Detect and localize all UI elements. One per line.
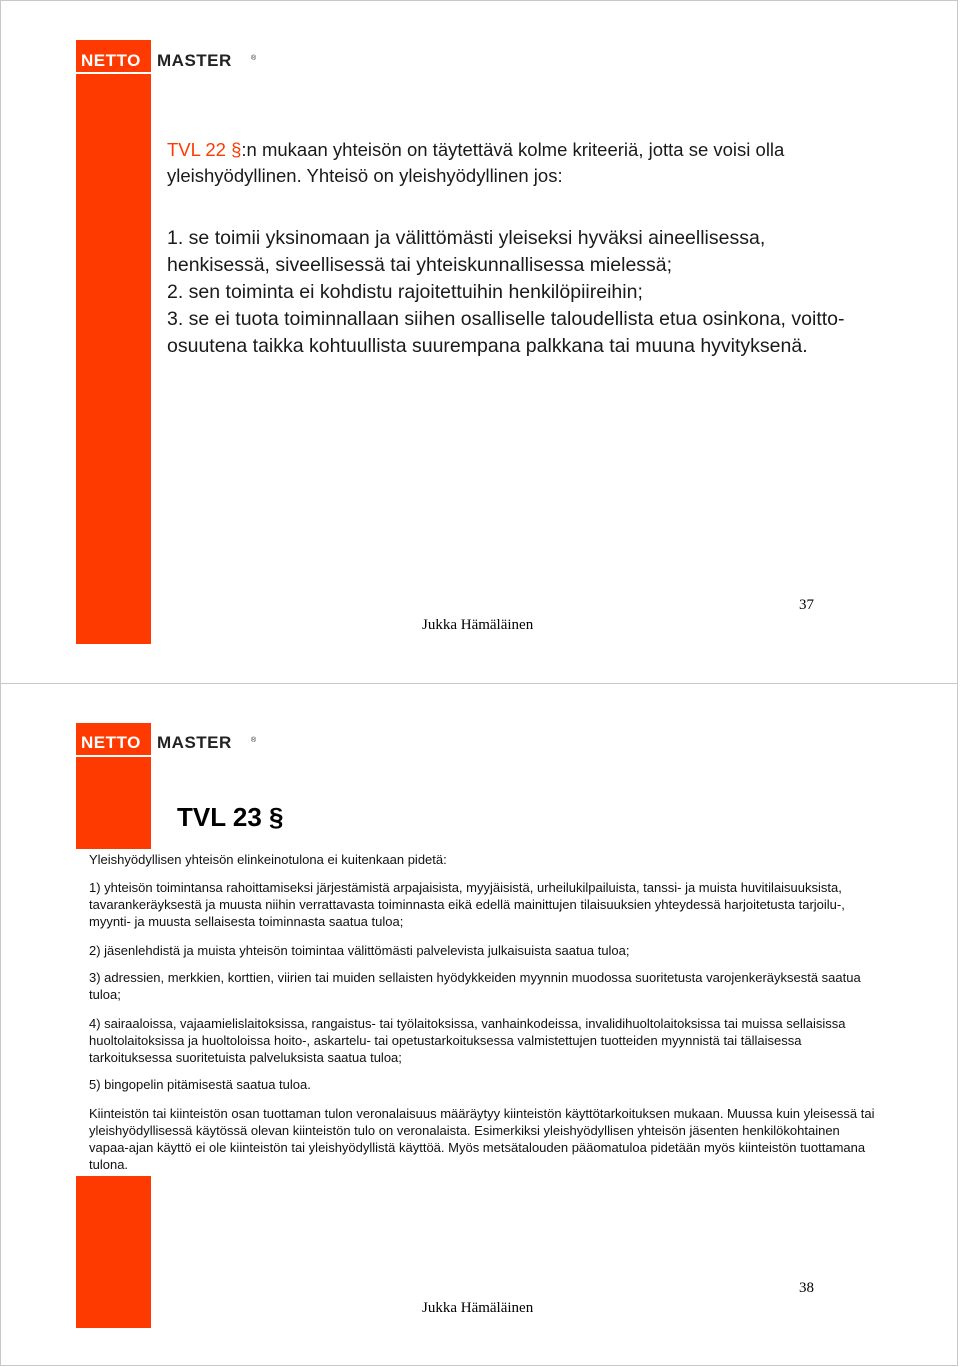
exception-item-2: 2) jäsenlehdistä ja muista yhteisön toimintaa välittömästi palvelevista julkaisuista saatua tuloa; <box>89 943 630 958</box>
criteria-list <box>167 225 847 360</box>
page-number: 38 <box>799 1280 814 1296</box>
logo-master-text: MASTER <box>157 51 232 70</box>
closing-paragraph: Kiinteistön tai kiinteistön osan tuottaman tulon veronalaisuus määräytyy kiinteistön käyttötarkoituksen mukaan. Muussa kuin yleisessä tai yleishyödyllisessä käytössä olevan kiinteistön tulo on veronalaista. Esimerkiksi yleishyödyllisen yhteisön jäsenten henkilökohtainen vapaa-ajan käyttö ei ole kiinteistön tai yleishyödyllistä käyttöä. Myös metsätalouden pääomatuloa pidetään myös kiinteistön tuottamana tulona. <box>89 1106 875 1172</box>
side-accent-bar-bottom <box>76 1176 151 1328</box>
exception-item-1: 1) yhteisön toimintansa rahoittamiseksi järjestämistä arpajaisista, myyjäisistä, urheilukilpailuista, tanssi- ja muista huvitilaisuuksista, tavarankeräyksestä ja muusta niihin verrattavasta toiminnasta eikä edellä mainittujen tilaisuuksien yhteydessä harjoitetusta tarjoilu-, myynti- ja muusta sellaisesta toiminnasta saatua tuloa; <box>89 880 845 929</box>
exception-item-3: 3) adressien, merkkien, korttien, viirien tai muiden sellaisten hyödykkeiden myynnin muodossa suoritetusta varojenkeräyksestä saatua tuloa; <box>89 970 861 1002</box>
slide1-heading <box>167 137 857 189</box>
logo-registered-mark: ® <box>251 737 257 744</box>
logo-netto-text: NETTO <box>81 51 141 70</box>
side-accent-bar <box>76 74 151 644</box>
exception-item-5: 5) bingopelin pitämisestä saatua tuloa. <box>89 1077 311 1092</box>
criterion-1: 1. se toimii yksinomaan ja välittömästi yleiseksi hyväksi aineellisessa, henkisessä, siveellisessä tai yhteiskunnallisessa mielessä; <box>167 227 766 276</box>
nettomaster-logo <box>81 733 261 757</box>
intro-text: Yleishyödyllisen yhteisön elinkeinotulona ei kuitenkaan pidetä: <box>89 852 447 867</box>
slide-38 <box>0 683 958 1366</box>
logo-registered-mark: ® <box>251 55 257 62</box>
slide-37 <box>0 0 958 684</box>
logo-netto-text: NETTO <box>81 733 141 752</box>
page-number: 37 <box>799 597 814 613</box>
heading-text: :n mukaan yhteisön on täytettävä kolme kriteeriä, jotta se voisi olla yleishyödyllinen. Yhteisö on yleishyödyllinen jos: <box>167 139 785 186</box>
footer-author: Jukka Hämäläinen <box>422 1300 534 1316</box>
side-accent-bar-top <box>76 757 151 849</box>
footer-author: Jukka Hämäläinen <box>422 617 534 633</box>
criterion-3: 3. se ei tuota toiminnallaan siihen osalliselle taloudellista etua osinkona, voitto-osuutena taikka kohtuullista suurempana palkkana tai muuna hyvityksenä. <box>167 308 845 357</box>
nettomaster-logo <box>81 51 261 75</box>
logo-master-text: MASTER <box>157 733 232 752</box>
exception-item-4: 4) sairaaloissa, vajaamielislaitoksissa, rangaistus- tai työlaitoksissa, vanhainkodeissa, invalidihuoltolaitoksissa tai muissa sellaisissa huoltolaitoksissa ja huoltoloissa hoito-, askartelu- tai opetustarkoituksessa valmistettujen tuotteiden myynnistä tai tällaisessa tarkoituksessa suoritetuista palveluksista saatua tuloa; <box>89 1016 846 1065</box>
criterion-2: 2. sen toiminta ei kohdistu rajoitettuihin henkilöpiireihin; <box>167 281 643 303</box>
slide-title: TVL 23 § <box>177 802 284 832</box>
tvl22-reference: TVL 22 § <box>167 139 242 160</box>
